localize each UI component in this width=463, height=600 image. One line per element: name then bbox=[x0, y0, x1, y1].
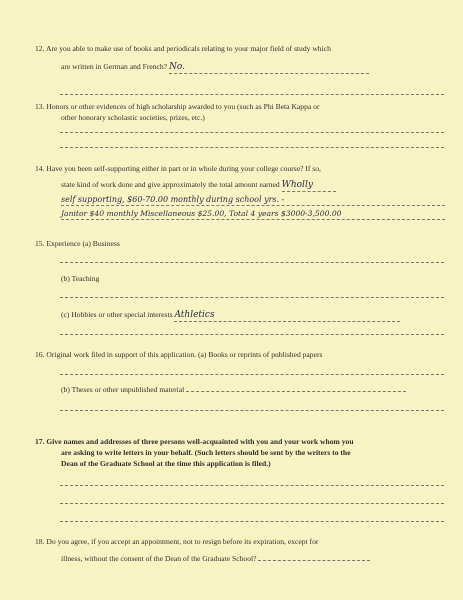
question-17-line1: 17. Give names and addresses of three persons well-acquainted with you and your work whom you bbox=[35, 437, 354, 446]
answer-line bbox=[60, 297, 444, 298]
answer-14-part2: self supporting, $60-70.00 monthly during school yrs. - bbox=[61, 195, 285, 204]
question-16 bbox=[35, 349, 445, 360]
question-18-line1: 18. Do you agree, if you accept an appointment, not to resign before its expiration, except for bbox=[35, 537, 319, 546]
question-15-title: 15. Experience (a) Business bbox=[35, 239, 120, 248]
question-14 bbox=[35, 163, 445, 220]
question-12 bbox=[35, 43, 445, 74]
answer-line bbox=[60, 485, 444, 486]
answer-line bbox=[60, 374, 444, 375]
answer-line bbox=[60, 262, 444, 263]
question-18 bbox=[35, 536, 445, 564]
answer-14-part3: Janitor $40 monthly Miscellaneous $25.00, Total 4 years $3000-3,500.00 bbox=[61, 209, 342, 218]
answer-15c-field[interactable] bbox=[174, 309, 400, 322]
question-16-title: 16. Original work filed in support of this application. (a) Books or reprints of published papers bbox=[35, 350, 323, 359]
question-17 bbox=[35, 436, 445, 469]
question-13 bbox=[35, 101, 445, 123]
question-14-line2: state kind of work done and give approximately the total amount earned bbox=[61, 180, 280, 189]
question-12-line2: are written in German and French? bbox=[61, 62, 168, 71]
question-18-line2: illness, without the consent of the Dean of the Graduate School? bbox=[61, 554, 257, 563]
question-16b-label: (b) Theses or other unpublished material bbox=[61, 385, 185, 394]
question-15b-label: (b) Teaching bbox=[61, 274, 100, 283]
answer-line bbox=[60, 147, 444, 148]
answer-line bbox=[60, 132, 444, 133]
answer-15c: Athletics bbox=[174, 310, 215, 320]
answer-12-field[interactable] bbox=[169, 61, 369, 74]
answer-line bbox=[60, 334, 444, 335]
answer-line bbox=[60, 521, 444, 522]
answer-18-field[interactable] bbox=[258, 560, 370, 561]
question-12-line1: 12. Are you able to make use of books and periodicals relating to your major field of study which bbox=[35, 44, 331, 53]
question-15c-label: (c) Hobbies or other special interests bbox=[61, 310, 173, 319]
answer-16b-field[interactable] bbox=[186, 391, 406, 392]
question-13-line2: other honorary scholastic societies, prizes, etc.) bbox=[61, 113, 205, 122]
question-17-line2: are asking to write letters in your behalf. (Such letters should be sent by the writers to the bbox=[61, 448, 351, 457]
answer-line bbox=[60, 503, 444, 504]
question-14-line1: 14. Have you been self-supporting either in part or in whole during your college course? If so, bbox=[35, 164, 321, 173]
answer-14-field-3[interactable] bbox=[61, 208, 445, 220]
question-17-line3: Dean of the Graduate School at the time this application is filed.) bbox=[61, 459, 271, 468]
answer-line bbox=[60, 410, 444, 411]
question-15 bbox=[35, 238, 445, 249]
answer-14-part1: Wholly bbox=[281, 180, 313, 190]
answer-14-field[interactable] bbox=[282, 179, 336, 192]
answer-14-field-2[interactable] bbox=[61, 194, 445, 206]
answer-12: No. bbox=[168, 62, 185, 72]
question-13-line1: 13. Honors or other evidences of high scholarship awarded to you (such as Phi Beta Kappa or bbox=[35, 102, 320, 111]
answer-line bbox=[60, 94, 444, 95]
